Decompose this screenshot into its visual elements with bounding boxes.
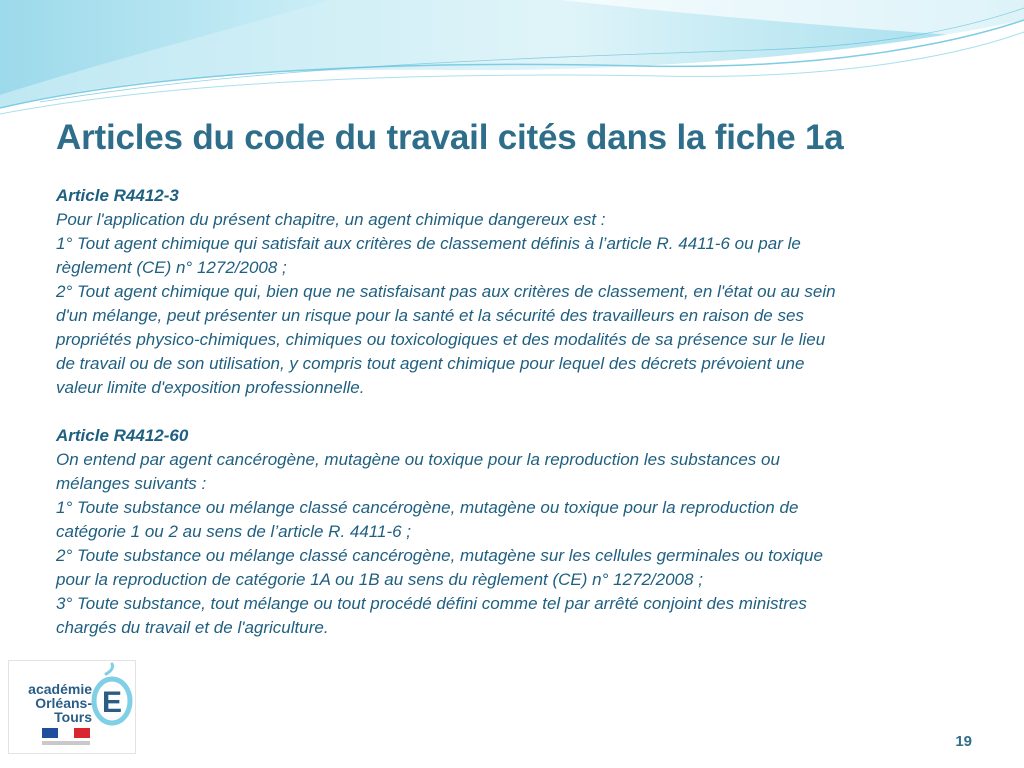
article-line: catégorie 1 ou 2 au sens de l’article R. 4411-6 ; (56, 522, 412, 541)
article-line: valeur limite d'exposition professionnelle. (56, 378, 365, 397)
logo-line-academie: académie (28, 681, 92, 697)
article-line: de travail ou de son utilisation, y compris tout agent chimique pour lequel des décrets prévoient une (56, 354, 805, 373)
article-line: 2° Toute substance ou mélange classé cancérogène, mutagène sur les cellules germinales ou toxique (56, 546, 823, 565)
article-line: règlement (CE) n° 1272/2008 ; (56, 258, 287, 277)
article-line: 1° Tout agent chimique qui satisfait aux critères de classement définis à l’article R. 4411-6 ou par le (56, 234, 801, 253)
logo-line-orleans-tours: Orléans-Tours (35, 695, 92, 725)
article-line: 1° Toute substance ou mélange classé cancérogène, mutagène ou toxique pour la reproduction de (56, 498, 799, 517)
paragraph-gap (56, 400, 974, 424)
logo-text (12, 682, 92, 724)
article-line: Pour l'application du présent chapitre, un agent chimique dangereux est : (56, 210, 606, 229)
slide-title: Articles du code du travail cités dans la fiche 1a (56, 118, 844, 157)
article-heading: Article R4412-3 (56, 186, 179, 205)
article-line: mélanges suivants : (56, 474, 207, 493)
article-line: 3° Toute substance, tout mélange ou tout procédé défini comme tel par arrêté conjoint des ministres (56, 594, 807, 613)
academie-e-logo-icon (90, 662, 134, 726)
article-heading: Article R4412-60 (56, 426, 189, 445)
logo-caption-decoration (42, 741, 90, 745)
slide-body (56, 184, 974, 640)
article-line: 2° Tout agent chimique qui, bien que ne satisfaisant pas aux critères de classement, en l'état ou au sein (56, 282, 836, 301)
article-line: chargés du travail et de l'agriculture. (56, 618, 329, 637)
page-number: 19 (955, 733, 972, 750)
article-line: propriétés physico-chimiques, chimiques ou toxicologiques et des modalités de sa présence sur le lieu (56, 330, 826, 349)
article-line: On entend par agent cancérogène, mutagène ou toxique pour la reproduction les substances ou (56, 450, 780, 469)
article-line: pour la reproduction de catégorie 1A ou 1B au sens du règlement (CE) n° 1272/2008 ; (56, 570, 703, 589)
svg-text:E: E (101, 686, 123, 719)
republique-flag-icon (42, 728, 90, 738)
header-wave-decoration (0, 0, 1024, 125)
article-line: d'un mélange, peut présenter un risque pour la santé et la sécurité des travailleurs en raison de ses (56, 306, 804, 325)
